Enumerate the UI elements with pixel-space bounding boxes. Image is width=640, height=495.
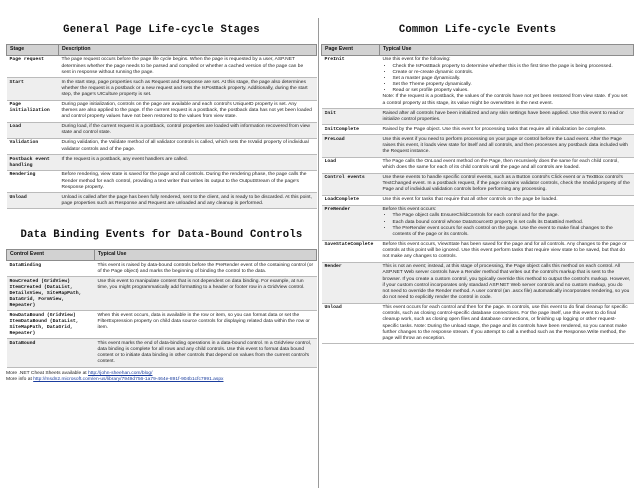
table-row [322, 303, 634, 344]
footer-line1-text: More .NET Cheat Sheets available at [6, 370, 89, 376]
databinding-header-event: Control Event [7, 250, 95, 261]
stage-description: If the request is a postback, any event handlers are called. [59, 155, 317, 171]
events-title: Common Life-cycle Events [398, 24, 557, 36]
table-row [7, 193, 317, 209]
table-row [322, 55, 634, 108]
page-event-name: InitComplete [322, 125, 380, 135]
preinit-note: Note: If the request is a postback, the values of the controls have not yet been restored from view state. If you set a control property at this stage, its value might be overwritten in the next event. [382, 94, 628, 106]
preinit-intro: Use this event for the following: [382, 57, 451, 63]
lifecycle-title: General Page Life-cycle Stages [63, 24, 260, 36]
msdn-link[interactable]: http://msdn2.microsoft.com/en-us/library/7949d756-1a79-464e-891f-904b1cfc7991.aspx [33, 377, 224, 383]
events-header-event: Page Event [322, 45, 380, 56]
table-row [322, 262, 634, 303]
page-event-use: This is not an event; instead, at this stage of processing, the Page object calls this method on each control. All ASP.NET Web server controls have a Render method that writes out the control's markup that is sent to the browser. If you create a custom control, you typically override this method to output the control's markup. However, if your custom control incorporates only standard ASP.NET Web server controls and no custom markup, you do not need to override the Render method. A user control (an .ascx file) automatically incorporates rendering, so you do not need to explicitly render the control in code. [380, 262, 634, 303]
stage-description: During page initialization, controls on the page are available and each control's UniqueID property is set. Any themes are also applied to the page. If the current request is a postback, the postback data has not yet been loaded and control property values have not been restored to the values from view state. [59, 100, 317, 122]
stage-description: During load, if the current request is a postback, control properties are loaded with information recovered from view state and control state. [59, 122, 317, 138]
list-item: • Set the Theme property dynamically. [393, 82, 631, 88]
page-event-name: PreInit [322, 55, 380, 108]
table-row [322, 205, 634, 240]
table-row [322, 195, 634, 205]
lifecycle-header-row [7, 45, 317, 56]
stage-name: Postback event handling [7, 155, 59, 171]
databinding-title: Data Binding Events for Data-Bound Controls [20, 229, 303, 242]
table-row [7, 138, 317, 154]
table-row [322, 157, 634, 173]
events-header-row [322, 45, 634, 56]
page-event-name: Unload [322, 303, 380, 344]
page-event-use: Raised by the Page object. Use this event for processing tasks that require all initialization be complete. [380, 125, 634, 135]
stage-description: Unload is called after the page has been fully rendered, sent to the client, and is ready to be discarded. At this point, page properties such as Response and Request are unloaded and any cleanup is performed. [59, 193, 317, 209]
preinit-bullets [383, 64, 631, 95]
table-row [7, 277, 317, 311]
stage-description: In the start step, page properties such as Request and Response are set. At this stage, the page also determines whether the request is a postback or a new request and sets the IsPostBack property. Additionally, during the start step, the page's UICulture property is set. [59, 78, 317, 100]
footer-notes [6, 371, 317, 384]
table-row [7, 78, 317, 100]
stage-description: During validation, the Validate method of all validator controls is called, which sets the IsValid property of individual validator controls and of the page. [59, 138, 317, 154]
table-row [7, 170, 317, 192]
page-event-name: Load [322, 157, 380, 173]
left-panel [6, 4, 317, 384]
page-event-use: Raised after all controls have been initialized and any skin settings have been applied. Use this event to read or initialize control properties. [380, 109, 634, 125]
list-item: • Set a master page dynamically. [393, 76, 631, 82]
stage-name: Page initialization [7, 100, 59, 122]
table-row [7, 311, 317, 339]
stage-description: The page request occurs before the page life cycle begins. When the page is requested by a user, ASP.NET determines whether the page needs to be parsed and compiled or whether a cached version of the page can be sent in response without running the page. [59, 55, 317, 77]
page-event-use: Before this event occurs, ViewState has been saved for the page and for all controls. Any changes to the page or controls at this point will be ignored. Use this event perform tasks that require view state to be saved, but that do not make any changes to controls. [380, 240, 634, 262]
list-item: • The PreRender event occurs for each control on the page. Use the event to make final changes to the contents of the page or its controls. [393, 226, 631, 238]
table-row [322, 109, 634, 125]
lifecycle-header-description: Description [59, 45, 317, 56]
stage-name: Load [7, 122, 59, 138]
stage-name: Start [7, 78, 59, 100]
control-event-use: When this event occurs, data is available in the row or item, so you can format data or set the FilterExpression property on child data source controls for displaying related data within the row or item. [95, 311, 317, 339]
blog-link[interactable]: http://john-sheehan.com/blog/ [88, 370, 153, 376]
list-item: • Each data bound control whose DataSourceID property is set calls its DataBind method. [393, 220, 631, 226]
stage-name: Unload [7, 193, 59, 209]
page-event-name: PreLoad [322, 135, 380, 157]
table-row [7, 100, 317, 122]
list-item: • Read or set profile property values. [393, 88, 631, 94]
databinding-table [6, 249, 317, 367]
list-item: • The Page object calls EnsureChildControls for each control and for the page. [393, 213, 631, 219]
stage-name: Validation [7, 138, 59, 154]
control-event-name: RowCreated (GridView) ItemCreated (DataList, DetailsView, SiteMapPath, DataGrid, FormView, Repeater) [7, 277, 95, 311]
footer-line2-text: More info at [6, 377, 34, 383]
stage-description: Before rendering, view state is saved for the page and all controls. During the rendering phase, the page calls the Render method for each control, providing a text writer that writes its output to the OutputStream of the page's Response property. [59, 170, 317, 192]
table-row [7, 339, 317, 367]
page-event-use [380, 55, 634, 108]
lifecycle-header-stage: Stage [7, 45, 59, 56]
page-event-use [380, 205, 634, 240]
footer-line-moreinfo [6, 377, 317, 383]
databinding-header-use: Typical Use [95, 250, 317, 261]
lifecycle-table [6, 44, 317, 209]
control-event-name: RowDataBound (GridView) ItemDataBound (DataList, SiteMapPath, DataGrid, Repeater) [7, 311, 95, 339]
events-table [321, 44, 634, 344]
page-event-use: Use this event if you need to perform processing on your page or control before the Load event. After the Page raises this event, it loads view state for itself and all controls, and then processes any postback data included with the Request instance. [380, 135, 634, 157]
page-event-name: SaveStateComplete [322, 240, 380, 262]
table-row [322, 240, 634, 262]
page-event-name: LoadComplete [322, 195, 380, 205]
control-event-use: Use this event to manipulate content that is not dependent on data binding. For example, at run time, you might programmatically add formatting to a header or footer row in a GridView control. [95, 277, 317, 311]
page-event-use: Use this event for tasks that require that all other controls on the page be loaded. [380, 195, 634, 205]
prerender-bullets [383, 213, 631, 238]
page-event-name: Init [322, 109, 380, 125]
list-item: • Create or re-create dynamic controls. [393, 70, 631, 76]
table-row [322, 173, 634, 195]
table-row [322, 135, 634, 157]
table-row [7, 122, 317, 138]
page-event-name: PreRender [322, 205, 380, 240]
control-event-use: This event is raised by data-bound controls before the PreRender event of the containing control (or of the Page object) and marks the beginning of binding the control to the data. [95, 261, 317, 277]
column-divider [318, 18, 319, 488]
prerender-intro: Before this event occurs: [382, 207, 437, 213]
table-row [322, 125, 634, 135]
page-event-use: The Page calls the OnLoad event method on the Page, then recursively does the same for each child control, which does the same for each of its child controls until the page and all controls are loaded. [380, 157, 634, 173]
page-event-use: This event occurs for each control and then for the page. In controls, use this event to do final cleanup for specific controls, such as closing control-specific database connections. For the page itself, use this event to do final cleanup work, such as closing open files and database connections, or finishing up logging or other request-specific tasks. Note: During the unload stage, the page and its controls have been rendered, so you cannot make further changes to the response stream. If you attempt to call a method such as the Response.Write method, the page will throw an exception. [380, 303, 634, 344]
page-event-name: Render [322, 262, 380, 303]
control-event-name: DataBound [7, 339, 95, 367]
control-event-use: This event marks the end of data-binding operations in a data-bound control. In a GridView control, data binding is complete for all rows and any child controls. Use this event to format data bound content or to initiate data binding in other controls that depend on values from the current control's content. [95, 339, 317, 367]
page-event-name: Control events [322, 173, 380, 195]
stage-name: Rendering [7, 170, 59, 192]
right-panel [321, 4, 634, 344]
control-event-name: DataBinding [7, 261, 95, 277]
table-row [7, 155, 317, 171]
page-event-use: Use these events to handle specific control events, such as a Button control's Click event or a TextBox control's TextChanged event. In a postback request, if the page contains validator controls, check the IsValid property of the Page and of individual validation controls before performing any processing. [380, 173, 634, 195]
databinding-header-row [7, 250, 317, 261]
table-row [7, 261, 317, 277]
table-row [7, 55, 317, 77]
list-item: • Check the IsPostBack property to determine whether this is the first time the page is being processed. [393, 64, 631, 70]
events-header-use: Typical Use [380, 45, 634, 56]
stage-name: Page request [7, 55, 59, 77]
